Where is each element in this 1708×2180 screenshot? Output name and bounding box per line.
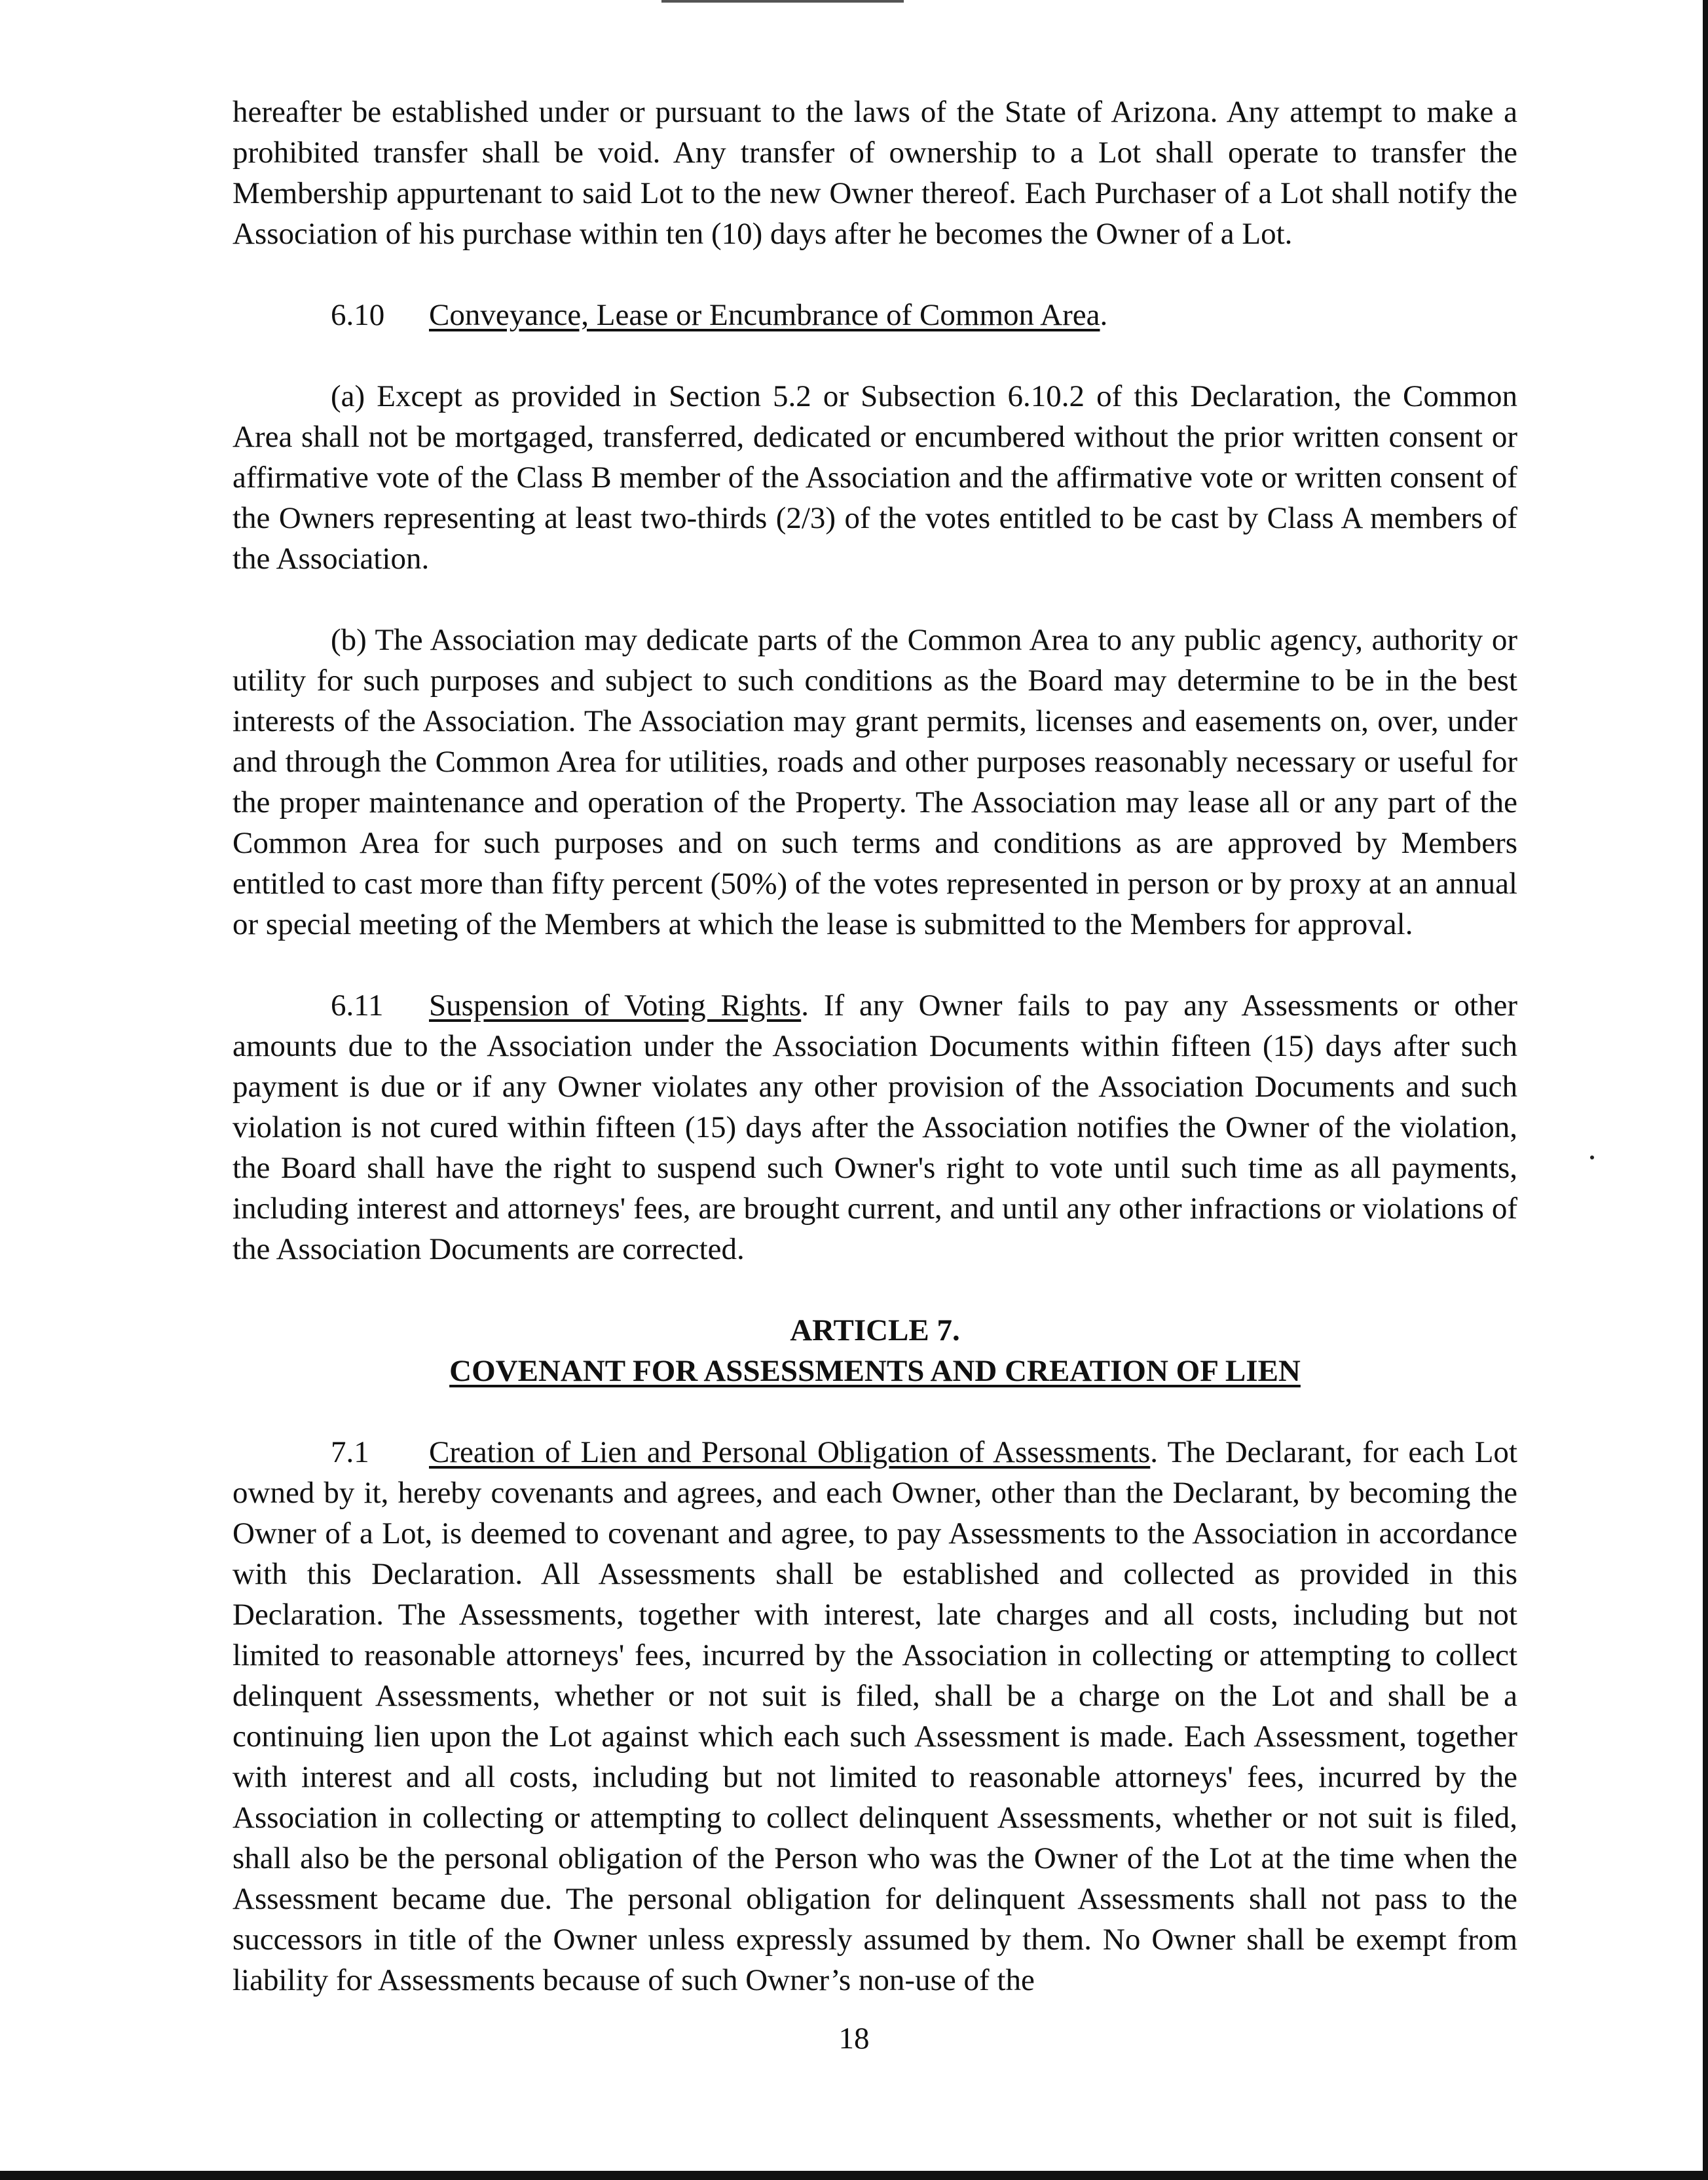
section-6-10-heading: 6.10 Conveyance, Lease or Encumbrance of Common Area. <box>232 295 1517 335</box>
paragraph-continuation: hereafter be established under or pursuant to the laws of the State of Arizona. Any attempt to make a prohibited transfer shall be void. Any transfer of ownership to a Lot shall operate to transfer the Membership appurtenant to said Lot to the new Owner thereof. Each Purchaser of a Lot shall notify the Association of his purchase within ten (10) days after he becomes the Owner of a Lot. <box>232 95 1517 251</box>
section-number: 6.10 <box>331 298 385 332</box>
article-title: COVENANT FOR ASSESSMENTS AND CREATION OF LIEN <box>449 1354 1301 1388</box>
section-number: 6.11 <box>331 988 384 1023</box>
section-body: The Declarant, for each Lot owned by it, hereby covenants and agrees, and each Owner, other than the Declarant, by becoming the Owner of a Lot, is deemed to covenant and agree, to pay Assessments to the Association in accordance with this Declaration. All Assessments shall be established and collected as provided in this Declaration. The Assessments, together with interest, late charges and all costs, including but not limited to reasonable attorneys' fees, incurred by the Association in collecting or attempting to collect delinquent Assessments, whether or not suit is filed, shall be a charge on the Lot and shall be a continuing lien upon the Lot against which each such Assessment is made. Each Assessment, together with interest and all costs, including but not limited to reasonable attorneys' fees, incurred by the Association in collecting or attempting to collect delinquent Assessments, whether or not suit is filed, shall also be the personal obligation of the Person who was the Owner of the Lot at the time when the Assessment became due. The personal obligation for delinquent Assessments shall not pass to the successors in title of the Owner unless expressly assumed by them. No Owner shall be exempt from liability for Assessments because of such Owner’s non-use of the <box>232 1435 1517 1997</box>
section-title: Creation of Lien and Personal Obligation of Assessments <box>429 1435 1151 1469</box>
right-scan-edge <box>1703 0 1708 2180</box>
section-title: Conveyance, Lease or Encumbrance of Common Area <box>429 298 1100 332</box>
document-page <box>232 92 1517 2041</box>
section-title: Suspension of Voting Rights <box>429 988 802 1023</box>
top-scan-rule <box>661 0 904 3</box>
page-number: 18 <box>838 2021 870 2056</box>
section-6-10-b: (b) The Association may dedicate parts of the Common Area to any public agency, authority or utility for such purposes and subject to such conditions as the Board may determine to be in the best interests of the Association. The Association may grant permits, licenses and easements on, over, under and through the Common Area for utilities, roads and other purposes reasonably necessary or useful for the proper maintenance and operation of the Property. The Association may lease all or any part of the Common Area for such purposes and on such terms and conditions as are approved by Members entitled to cast more than fifty percent (50%) of the votes represented in person or by proxy at an annual or special meeting of the Members at which the lease is submitted to the Members for approval. <box>232 623 1517 941</box>
section-6-10-a: (a) Except as provided in Section 5.2 or Subsection 6.10.2 of this Declaration, the Common Area shall not be mortgaged, transferred, dedicated or encumbered without the prior written consent or affirmative vote of the Class B member of the Association and the affirmative vote or written consent of the Owners representing at least two-thirds (2/3) of the votes entitled to be cast by Class A members of the Association. <box>232 379 1517 576</box>
bottom-scan-edge <box>0 2171 1708 2180</box>
section-body: If any Owner fails to pay any Assessments or other amounts due to the Association under the Association Documents within fifteen (15) days after such payment is due or if any Owner violates any other provision of the Association Documents and such violation is not cured within fifteen (15) days after the Association notifies the Owner of the violation, the Board shall have the right to suspend such Owner's right to vote until such time as all payments, including interest and attorneys' fees, are brought current, and until any other infractions or violations of the Association Documents are corrected. <box>232 988 1517 1266</box>
article-number: ARTICLE 7. <box>790 1313 960 1347</box>
article-heading <box>232 1310 1517 1391</box>
scan-speck <box>1590 1156 1594 1159</box>
section-7-1: 7.1 Creation of Lien and Personal Obligation of Assessments. The Declarant, for each Lot owned by it, hereby covenants and agrees, and each Owner, other than the Declarant, by becoming the Owner of a Lot, is deemed to covenant and agree, to pay Assessments to the Association in accordance with this Declaration. All Assessments shall be established and collected as provided in this Declaration. The Assessments, together with interest, late charges and all costs, including but not limited to reasonable attorneys' fees, incurred by the Association in collecting or attempting to collect delinquent Assessments, whether or not suit is filed, shall be a charge on the Lot and shall be a continuing lien upon the Lot against which each such Assessment is made. Each Assessment, together with interest and all costs, including but not limited to reasonable attorneys' fees, incurred by the Association in collecting or attempting to collect delinquent Assessments, whether or not suit is filed, shall also be the personal obligation of the Person who was the Owner of the Lot at the time when the Assessment became due. The personal obligation for delinquent Assessments shall not pass to the successors in title of the Owner unless expressly assumed by them. No Owner shall be exempt from liability for Assessments because of such Owner’s non-use of the <box>232 1432 1517 2001</box>
section-number: 7.1 <box>331 1435 369 1469</box>
section-6-11: 6.11 Suspension of Voting Rights. If any Owner fails to pay any Assessments or other amounts due to the Association under the Association Documents within fifteen (15) days after such payment is due or if any Owner violates any other provision of the Association Documents and such violation is not cured within fifteen (15) days after the Association notifies the Owner of the violation, the Board shall have the right to suspend such Owner's right to vote until such time as all payments, including interest and attorneys' fees, are brought current, and until any other infractions or violations of the Association Documents are corrected. <box>232 985 1517 1269</box>
